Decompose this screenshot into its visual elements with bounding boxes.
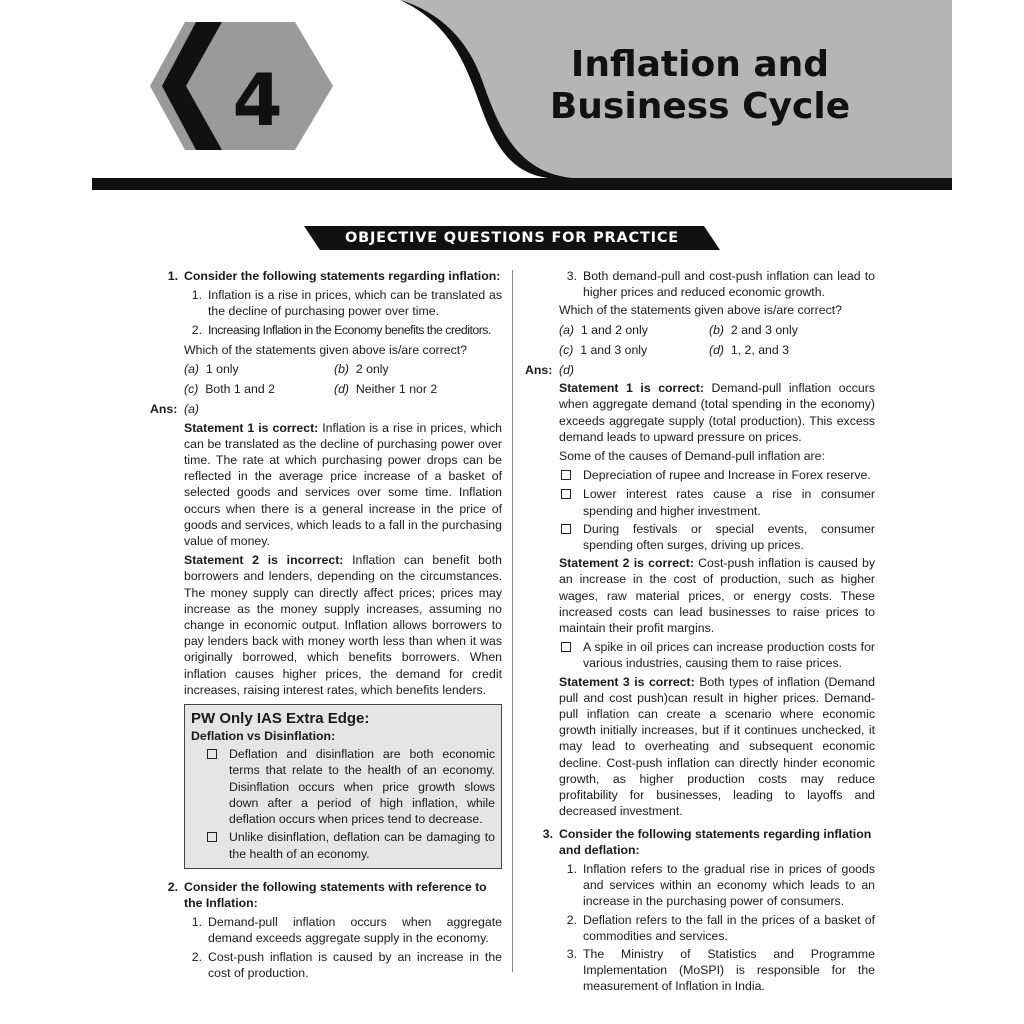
- option-c: (c) 1 and 3 only: [559, 342, 648, 357]
- chapter-title-line1: Inflation and: [570, 44, 830, 85]
- explanation-s2: Statement 2 is correct: Cost-push inflation is caused by an increase in the cost of production, such as higher wages, raw material prices, or energy costs. These increased costs can lead businesses to raise prices to maintain their profit margins.: [559, 556, 875, 636]
- right-column: [525, 268, 875, 997]
- question-2: [150, 879, 502, 911]
- question-number: 3.: [542, 826, 553, 841]
- question-3: [525, 826, 875, 858]
- cause-point: Depreciation of rupee and Increase in Forex reserve.: [559, 467, 875, 484]
- explanation-1: Statement 1 is correct: Inflation is a rise in prices, which can be translated as the decline of purchasing power over time. The rate at which purchasing power drops can be reflected in the average price increase of a basket of selected goods and services over some time. Inflation occurs when there is a general increase in the price of goods and services, which leads to a fall in the purchasing value of money.: [184, 420, 502, 549]
- checkbox-bullet-icon: [205, 829, 229, 861]
- question-ask: Which of the statements given above is/are correct?: [184, 342, 467, 357]
- answer: (a): [184, 402, 200, 417]
- chapter-header: [0, 0, 1024, 195]
- cause-point: Lower interest rates cause a rise in consumer spending and higher investment.: [559, 486, 875, 518]
- question-ask: Which of the statements given above is/are correct?: [559, 303, 842, 318]
- question-1: [150, 268, 502, 284]
- explanation-s1: Statement 1 is correct: Demand-pull inflation occurs when aggregate demand (total spending in the economy) exceeds aggregate supply (total production). This excess demand leads to upward pressure on prices.: [559, 381, 875, 444]
- explanation-s3: Statement 3 is correct: Both types of inflation (Demand pull and cost push)can result in higher prices. Demand-pull inflation can create a scenario where economic growth initially increases, but if it continues unchecked, it may lead to overheating and subsequent economic decline. Cost-push inflation can directly hinder economic growth, as higher production costs may reduce profitability for businesses, leading to layoffs and decreased investment.: [559, 674, 875, 819]
- question-text: Consider the following statements regarding inflation:: [184, 269, 501, 283]
- chapter-number: 4: [232, 58, 283, 142]
- question-text: Consider the following statements with reference to the Inflation:: [184, 879, 487, 910]
- checkbox-bullet-icon: [559, 639, 583, 671]
- extra-edge-point: Deflation and disinflation are both economic terms that relate to the health of an economy. Disinflation occurs when price growth slows down after a period of high inflation, while deflation occurs when prices tend to decrease.: [205, 746, 495, 827]
- question-number: 1.: [167, 269, 178, 283]
- option-b: (b) 2 only: [334, 362, 389, 377]
- option-a: (a) 1 and 2 only: [559, 322, 648, 337]
- option-d: (d) 1, 2, and 3: [709, 342, 789, 357]
- option-b: (b) 2 and 3 only: [709, 322, 798, 337]
- statement-1: 1. Inflation is a rise in prices, which can be translated as the decline of purchasing power over time.: [191, 288, 502, 319]
- question-number: 2.: [167, 879, 178, 894]
- answer-line: Ans: (d): [525, 363, 575, 378]
- option-d: (d) Neither 1 nor 2: [334, 382, 438, 397]
- header-graphic: [0, 0, 1024, 195]
- checkbox-bullet-icon: [205, 746, 229, 827]
- option-c: (c) Both 1 and 2: [184, 382, 275, 397]
- extra-edge-point: Unlike disinflation, deflation can be damaging to the health of an economy.: [205, 829, 495, 861]
- statement-2: 2. Increasing Inflation in the Economy benefits the creditors.: [191, 322, 491, 337]
- chapter-title: [540, 44, 860, 128]
- checkbox-bullet-icon: [559, 521, 583, 553]
- checkbox-bullet-icon: [559, 467, 583, 484]
- checkbox-bullet-icon: [559, 486, 583, 518]
- statement-2: 2. Deflation refers to the fall in the prices of a basket of commodities and services.: [566, 912, 875, 943]
- s2-point: A spike in oil prices can increase production costs for various industries, causing them to raise prices.: [559, 639, 875, 671]
- question-text: Consider the following statements regarding inflation and deflation:: [559, 826, 872, 857]
- options: [184, 361, 502, 397]
- chapter-title-line2: Business Cycle: [549, 86, 851, 127]
- column-divider: [512, 270, 513, 972]
- extra-edge-subtitle: Deflation vs Disinflation:: [191, 729, 336, 744]
- extra-edge-box: [184, 704, 502, 869]
- section-banner: OBJECTIVE QUESTIONS FOR PRACTICE: [344, 230, 679, 246]
- answer-line: Ans: (a): [150, 402, 200, 417]
- statement-3: 3. Both demand-pull and cost-push inflation can lead to higher prices and reduced economic growth.: [566, 269, 875, 300]
- answer: (d): [559, 363, 575, 378]
- extra-edge-title: PW Only IAS Extra Edge:: [191, 710, 370, 728]
- options: [559, 322, 875, 358]
- statement-1: 1. Inflation refers to the gradual rise in prices of goods and services within an economy which leads to an increase in the purchasing power of consumers.: [566, 861, 875, 909]
- explanation-2: Statement 2 is incorrect: Inflation can benefit both borrowers and lenders, depending on the circumstances. The money supply can directly affect prices; prices may increase as the money supply increases, assuming no change in economic output. Inflation allows borrowers to pay lenders back with money worth less than when it was originally borrowed, which benefits borrowers. When inflation causes higher prices, the demand for credit increases, raising interest rates, which benefits lenders.: [184, 553, 503, 697]
- left-column: [150, 268, 502, 983]
- statement-3: 3. The Ministry of Statistics and Programme Implementation (MoSPI) is responsible for the measurement of Inflation in India.: [566, 946, 875, 994]
- option-a: (a) 1 only: [184, 362, 239, 377]
- causes-intro: Some of the causes of Demand-pull inflation are:: [559, 449, 825, 464]
- statement-2: 2. Cost-push inflation is caused by an increase in the cost of production.: [191, 949, 502, 980]
- statement-1: 1. Demand-pull inflation occurs when aggregate demand exceeds aggregate supply in the economy.: [191, 915, 502, 946]
- cause-point: During festivals or special events, consumer spending often surges, driving up prices.: [559, 521, 875, 553]
